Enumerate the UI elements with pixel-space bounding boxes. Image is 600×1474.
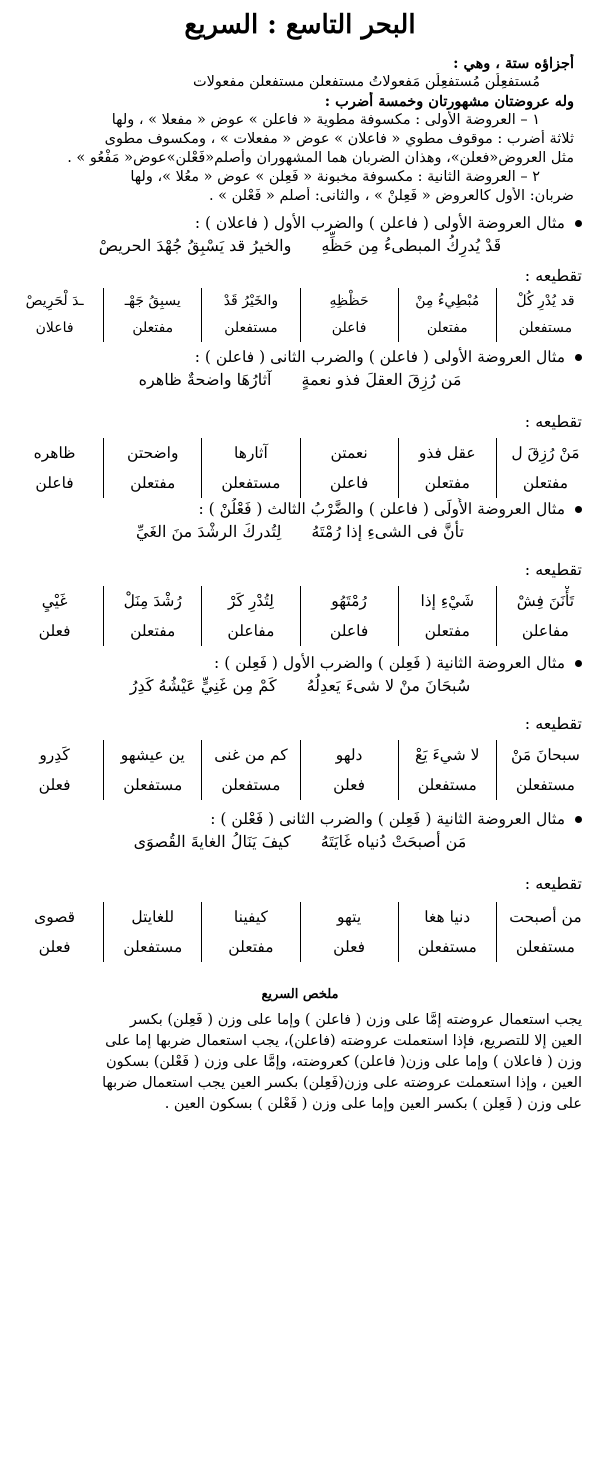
scansion-cell: كيفينا مفتعلن bbox=[201, 902, 299, 962]
scansion-cell: ظاهره فاعلن bbox=[33, 444, 76, 492]
summary-line: العين ، وإذا استعملت عروضته على وزن(فَعِلن) بكسر العين يجب استعمال ضربها bbox=[102, 1075, 582, 1091]
scansion-cell: رُمْتَهُو فاعلن bbox=[300, 586, 398, 646]
scansion-table bbox=[0, 902, 600, 962]
intro-paragraph-line: ثلاثة أضرب : موقوف مطوي « فاعلان » عوض « مفعلات » ، ومكسوف مطوى bbox=[104, 131, 574, 147]
scansion-cell: آثارها مستفعلن bbox=[201, 438, 299, 498]
scansion-cell: لِتُدْرِ كَرْ مفاعلن bbox=[201, 586, 299, 646]
bullet-icon bbox=[575, 220, 582, 227]
parts-label: أجزاؤه ستة ، وهي : bbox=[453, 55, 574, 72]
bullet-icon bbox=[575, 506, 582, 513]
scansion-cell: والخَيْرُ قَدْ مستفعلن bbox=[201, 288, 299, 342]
scansion-table bbox=[0, 438, 600, 498]
scansion-cell: قصوى فعلن bbox=[34, 908, 76, 956]
example-heading: مثال العروضة الأُولَى ( فاعلن ) والضَّرْبُ الثالث ( فَعْلُنْ ) : bbox=[0, 498, 600, 520]
summary-line: يجب استعمال عروضته إمَّا على وزن ( فاعلن ) وإما على وزن ( فَعِلن) بكسر bbox=[129, 1012, 582, 1028]
scansion-label: تقطيعه : bbox=[524, 560, 582, 579]
bullet-icon bbox=[575, 660, 582, 667]
page-title: البحر التاسع : السريع bbox=[184, 10, 416, 40]
bullet-icon bbox=[575, 354, 582, 361]
intro-paragraph-line: ضربان: الأول كالعروض « فَعِلنْ » ، والثانى: أصلم « فَعْلن » . bbox=[208, 188, 574, 204]
summary-title: ملخص السريع bbox=[261, 987, 339, 1002]
scansion-cell: ـدَ لْحَرِيصْ فاعلان bbox=[25, 293, 84, 336]
verse-hemistich-right: قَدْ يُدرِكُ المبطىءُ مِن حَظِّهِ bbox=[321, 236, 502, 255]
scansion-label: تقطيعه : bbox=[524, 714, 582, 733]
example-heading: مثال العروضة الأولى ( فاعلن ) والضرب الثانى ( فاعلن ) : bbox=[0, 346, 600, 368]
summary-line: العين إلا للتصريع، فإذا استعملت عروضته (فاعلن)، يجب استعمال ضربها إما على bbox=[105, 1033, 582, 1049]
scansion-label: تقطيعه : bbox=[524, 412, 582, 431]
verse-hemistich-left: آثارُهَا واضحةٌ ظاهره bbox=[138, 370, 272, 389]
scansion-cell: يسبِقُ جَهْـ مفتعلن bbox=[103, 288, 201, 342]
scansion-cell: ين عيشهو مستفعلن bbox=[103, 740, 201, 800]
scansion-cell: مَنْ رُزِقَ ل مفتعلن bbox=[496, 438, 594, 498]
verse-hemistich-right: مَن رُزِقَ العقلَ فذو نعمةٍ bbox=[301, 370, 462, 389]
scansion-cell: واضحتن مفتعلن bbox=[103, 438, 201, 498]
scansion-table bbox=[0, 288, 600, 342]
scansion-cell: سبحانَ مَنْ مستفعلن bbox=[496, 740, 594, 800]
verse-hemistich-right: تأنَّ فى الشىءِ إذا رُمْتَهُ bbox=[311, 522, 464, 541]
verse-hemistich-left: لِتُدركَ الرشْدَ منَ الغَيِّ bbox=[136, 522, 282, 541]
summary-line: على وزن ( فَعِلن ) بكسر العين وإما على وزن ( فَعْلن ) بسكون العين . bbox=[164, 1096, 582, 1112]
scansion-cell: مُبْطِيءُ مِنْ مفتعلن bbox=[398, 288, 496, 342]
bullet-icon bbox=[575, 816, 582, 823]
example-heading: مثال العروضة الثانية ( فَعِلن ) والضرب الثانى ( فَعْلن ) : bbox=[0, 808, 600, 830]
scansion-table bbox=[0, 586, 600, 646]
scansion-table bbox=[0, 740, 600, 800]
intro-paragraph-line: ٢ – العروضة الثانية : مكسوفة مخبونة « فَعِلن » عوض « معُلا »، ولها bbox=[130, 169, 540, 185]
scansion-cell: شَيْءِ إذا مفتعلن bbox=[398, 586, 496, 646]
scansion-cell: للغايتل مستفعلن bbox=[103, 902, 201, 962]
intro-paragraph-line: مثل العروض«فعلن»، وهذان الضربان هما المشهوران وأصلم«فَعْلن»عوض« مَفْعُو » . bbox=[67, 150, 574, 166]
scansion-label: تقطيعه : bbox=[524, 266, 582, 285]
verse bbox=[0, 830, 600, 854]
example-heading: مثال العروضة الأولى ( فاعلن ) والضرب الأول ( فاعلان ) : bbox=[0, 212, 600, 234]
scansion-cell: قد يُدْرِ كُلْ مستفعلن bbox=[496, 288, 594, 342]
verse-hemistich-left: والخيرُ قد يَسْبِقُ جُهْدَ الحريصْ bbox=[98, 236, 292, 255]
scansion-cell: رُشْدَ مِنَلْ مفتعلن bbox=[103, 586, 201, 646]
verse-hemistich-left: كَمْ مِن غَنِيٍّ عَيْشُهُ كَدِرُ bbox=[129, 676, 277, 695]
example-heading: مثال العروضة الثانية ( فَعِلن ) والضرب الأول ( فَعِلن ) : bbox=[0, 652, 600, 674]
scansion-cell: حَظْظِهِ فاعلن bbox=[300, 288, 398, 342]
verse-hemistich-right: مَن أصبحَتْ دُنياه غَايَتَهُ bbox=[320, 832, 467, 851]
scansion-label: تقطيعه : bbox=[524, 874, 582, 893]
verse-hemistich-right: سُبحَانَ منْ لا شىءَ يَعدِلُهُ bbox=[306, 676, 471, 695]
scansion-cell: عقل فذو مفتعلن bbox=[398, 438, 496, 498]
verse bbox=[0, 520, 600, 544]
scansion-cell: غَيْيِ فعلن bbox=[38, 592, 71, 640]
verse bbox=[0, 368, 600, 392]
scansion-cell: دلهو فعلن bbox=[300, 740, 398, 800]
scansion-cell: من أصبحت مستفعلن bbox=[496, 902, 594, 962]
scansion-cell: لا شيءَ يَعْ مستفعلن bbox=[398, 740, 496, 800]
scansion-cell: تَأْنَنَ فِشْ مفاعلن bbox=[496, 586, 594, 646]
scansion-cell: يتهو فعلن bbox=[300, 902, 398, 962]
scansion-cell: كَدِرو فعلن bbox=[38, 746, 71, 794]
parts-line: مُستفعِلُن مُستفعِلُن مَفعولاتُ مستفعلن مستفعلن مفعولات bbox=[192, 74, 540, 90]
verse bbox=[0, 674, 600, 698]
verse-hemistich-left: كيفَ يَنَالُ الغايةَ القُصوَى bbox=[133, 832, 291, 851]
scansion-cell: نعمتن فاعلن bbox=[300, 438, 398, 498]
arud-label: وله عروضتان مشهورتان وخمسة أضرب : bbox=[324, 93, 574, 110]
scansion-cell: كم من غنى مستفعلن bbox=[201, 740, 299, 800]
intro-paragraph-line: ١ – العروضة الأولى : مكسوفة مطوية « فاعلن » عوض « مفعلا » ، ولها bbox=[111, 112, 540, 128]
scansion-cell: دنيا هغا مستفعلن bbox=[398, 902, 496, 962]
summary-line: وزن ( فاعلان ) وإما على وزن( فاعلن) كعروضته، وإمَّا على وزن ( فَعْلن) بسكون bbox=[105, 1054, 582, 1070]
verse bbox=[0, 234, 600, 258]
